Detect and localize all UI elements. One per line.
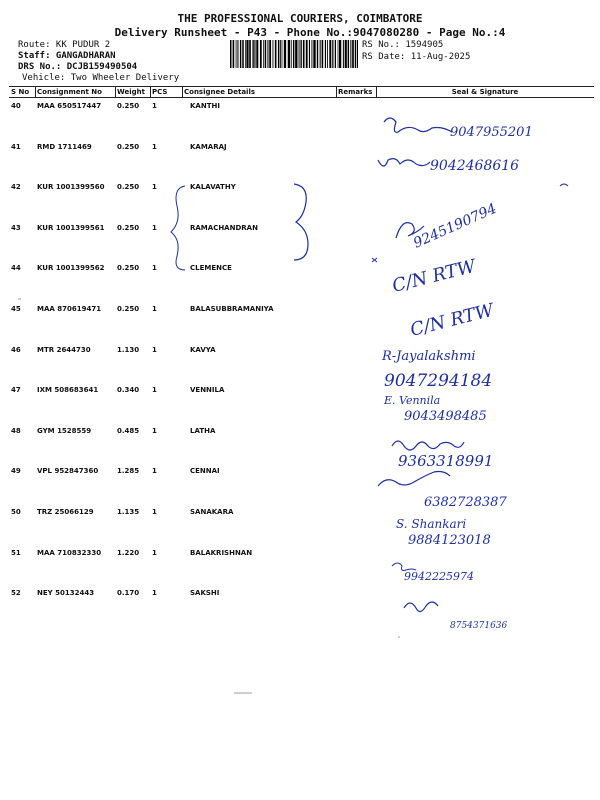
drs-number: DRS No.: DCJB159490504 (18, 62, 138, 72)
cell-consignee: CENNAI (190, 467, 220, 476)
handwritten-name-47: E. Vennila (384, 394, 441, 407)
cell-weight: 0.170 (117, 589, 140, 598)
col-header-weight: Weight (115, 86, 150, 98)
cell-consignee: BALASUBBRAMANIYA (190, 304, 274, 313)
handwritten-phone-47: 9043498485 (404, 409, 487, 424)
handwritten-phone-43: 9245190794 (411, 200, 500, 252)
cell-pcs: 1 (152, 304, 157, 313)
staff-label: Staff: GANGADHARAN (18, 51, 116, 61)
cell-signature (376, 139, 594, 180)
table-row (9, 220, 594, 261)
cell-consignment: RMD 1711469 (37, 142, 92, 151)
cell-sno: 44 (11, 264, 21, 273)
cell-signature (376, 342, 594, 383)
table-header-row (9, 86, 594, 98)
cell-sno: 45 (11, 304, 21, 313)
cell-signature (376, 220, 594, 261)
barcode (230, 40, 358, 68)
col-header-sno: S No (9, 86, 35, 98)
cell-signature (376, 98, 594, 139)
cell-signature (376, 423, 594, 464)
cell-weight: 0.250 (117, 304, 140, 313)
cell-pcs: 1 (152, 264, 157, 273)
cell-consignment: VPL 952847360 (37, 467, 99, 476)
cell-consignment: KUR 1001399560 (37, 183, 105, 192)
cell-consignee: SANAKARA (190, 507, 234, 516)
handwritten-phone-49: 6382728387 (424, 495, 507, 510)
col-header-pcs: PCS (150, 86, 182, 98)
cell-weight: 0.250 (117, 223, 140, 232)
cell-sno: 47 (11, 386, 21, 395)
rs-date: RS Date: 11-Aug-2025 (362, 52, 471, 62)
handwritten-cn-44: C/N RTW (390, 255, 478, 297)
cell-signature (376, 301, 594, 342)
col-header-signature: Seal & Signature (376, 86, 594, 98)
cell-sno: 49 (11, 467, 21, 476)
table-row (9, 301, 594, 342)
cell-consignee: BALAKRISHNAN (190, 548, 253, 557)
handwritten-phone-46: 9047294184 (384, 371, 493, 391)
cell-remarks (336, 179, 376, 220)
cell-consignment: MAA 650517447 (37, 102, 102, 110)
cell-remarks (336, 463, 376, 504)
cell-pcs: 1 (152, 589, 157, 598)
scan-speck (234, 692, 252, 694)
cell-pcs: 1 (152, 223, 157, 232)
handwritten-phone-52: 8754371636 (450, 621, 508, 631)
cell-weight: 1.285 (117, 467, 140, 476)
scan-speck (18, 298, 21, 300)
cell-sno: 51 (11, 548, 21, 557)
cell-weight: 0.250 (117, 264, 140, 273)
col-header-remarks: Remarks (336, 86, 376, 98)
cell-consignment: KUR 1001399562 (37, 264, 105, 273)
table-row (9, 179, 594, 220)
scan-speck (398, 636, 400, 638)
cell-signature (376, 504, 594, 545)
handwritten-phone-50: 9884123018 (408, 533, 491, 548)
cell-sno: 41 (11, 142, 21, 151)
cell-consignment: GYM 1528559 (37, 426, 92, 435)
cell-consignee: KANTHI (190, 102, 220, 110)
cell-remarks (336, 98, 376, 139)
cell-remarks (336, 301, 376, 342)
cell-pcs: 1 (152, 142, 157, 151)
cell-pcs: 1 (152, 548, 157, 557)
cell-consignee: CLEMENCE (190, 264, 232, 273)
cell-remarks (336, 342, 376, 383)
cell-pcs: 1 (152, 507, 157, 516)
handwritten-name-46: R-Jayalakshmi (382, 349, 476, 364)
col-header-consignment: Consignment No (35, 86, 115, 98)
table-row (9, 98, 594, 139)
cell-weight: 1.220 (117, 548, 140, 557)
cell-weight: 0.250 (117, 102, 140, 110)
cell-weight: 0.485 (117, 426, 140, 435)
cell-sno: 50 (11, 507, 21, 516)
cell-remarks (336, 545, 376, 586)
cell-sno: 52 (11, 589, 21, 598)
cell-pcs: 1 (152, 467, 157, 476)
cell-consignment: NEY 50132443 (37, 589, 95, 598)
handwritten-phone-51: 9942225974 (404, 570, 474, 583)
cell-consignee: KAMARAJ (190, 142, 227, 151)
table-row (9, 342, 594, 383)
cell-weight: 1.135 (117, 507, 140, 516)
cell-consignee: SAKSHI (190, 589, 220, 598)
table-row (9, 139, 594, 180)
cell-remarks (336, 585, 376, 626)
cell-consignment: MAA 710832330 (37, 548, 102, 557)
cell-remarks (336, 139, 376, 180)
cell-consignee: RAMACHANDRAN (190, 223, 258, 232)
cell-consignment: MTR 2644730 (37, 345, 91, 354)
handwritten-cn-45: C/N RTW (408, 299, 496, 341)
handwritten-name-50: S. Shankari (396, 517, 467, 531)
cell-signature (376, 585, 594, 626)
table-row (9, 382, 594, 423)
cell-consignee: KALAVATHY (190, 183, 236, 192)
cell-signature (376, 545, 594, 586)
col-header-consignee: Consignee Details (182, 86, 336, 98)
cell-consignment: MAA 870619471 (37, 304, 102, 313)
handwritten-phone-48: 9363318991 (398, 452, 494, 470)
cell-consignment: IXM 508683641 (37, 386, 99, 395)
vehicle-label: Vehicle: Two Wheeler Delivery (22, 73, 180, 83)
cell-pcs: 1 (152, 102, 157, 110)
table-row (9, 463, 594, 504)
cell-pcs: 1 (152, 345, 157, 354)
table-row (9, 504, 594, 545)
cell-consignment: TRZ 25066129 (37, 507, 94, 516)
route-label: Route: KK PUDUR 2 (18, 40, 111, 50)
cell-signature (376, 179, 594, 220)
cell-weight: 0.340 (117, 386, 140, 395)
cell-sno: 40 (11, 102, 21, 110)
cell-weight: 0.250 (117, 183, 140, 192)
cell-weight: 1.130 (117, 345, 140, 354)
cell-signature (376, 260, 594, 301)
table-row (9, 260, 594, 301)
table-row (9, 423, 594, 464)
runsheet-table (9, 86, 594, 626)
handwritten-phone-41: 9042468616 (430, 158, 520, 174)
cell-sno: 48 (11, 426, 21, 435)
rs-number: RS No.: 1594905 (362, 40, 444, 50)
cell-remarks (336, 382, 376, 423)
cell-consignment: KUR 1001399561 (37, 223, 105, 232)
cell-sno: 42 (11, 183, 21, 192)
cell-pcs: 1 (152, 426, 157, 435)
cell-remarks (336, 423, 376, 464)
cell-sno: 43 (11, 223, 21, 232)
cell-weight: 0.250 (117, 142, 140, 151)
cell-consignee: KAVYA (190, 345, 216, 354)
runsheet-subtitle: Delivery Runsheet - P43 - Phone No.:9047080280 - Page No.:4 (114, 26, 506, 39)
table-row (9, 585, 594, 626)
table-row (9, 545, 594, 586)
cell-signature (376, 382, 594, 423)
cell-signature (376, 463, 594, 504)
cell-consignee: VENNILA (190, 386, 225, 395)
company-title: THE PROFESSIONAL COURIERS, COIMBATORE (177, 12, 423, 25)
handwritten-phone-40: 9047955201 (450, 125, 533, 140)
cell-remarks (336, 504, 376, 545)
cell-consignee: LATHA (190, 426, 216, 435)
cell-pcs: 1 (152, 386, 157, 395)
cell-sno: 46 (11, 345, 21, 354)
cell-remarks (336, 260, 376, 301)
cell-remarks (336, 220, 376, 261)
cell-pcs: 1 (152, 183, 157, 192)
